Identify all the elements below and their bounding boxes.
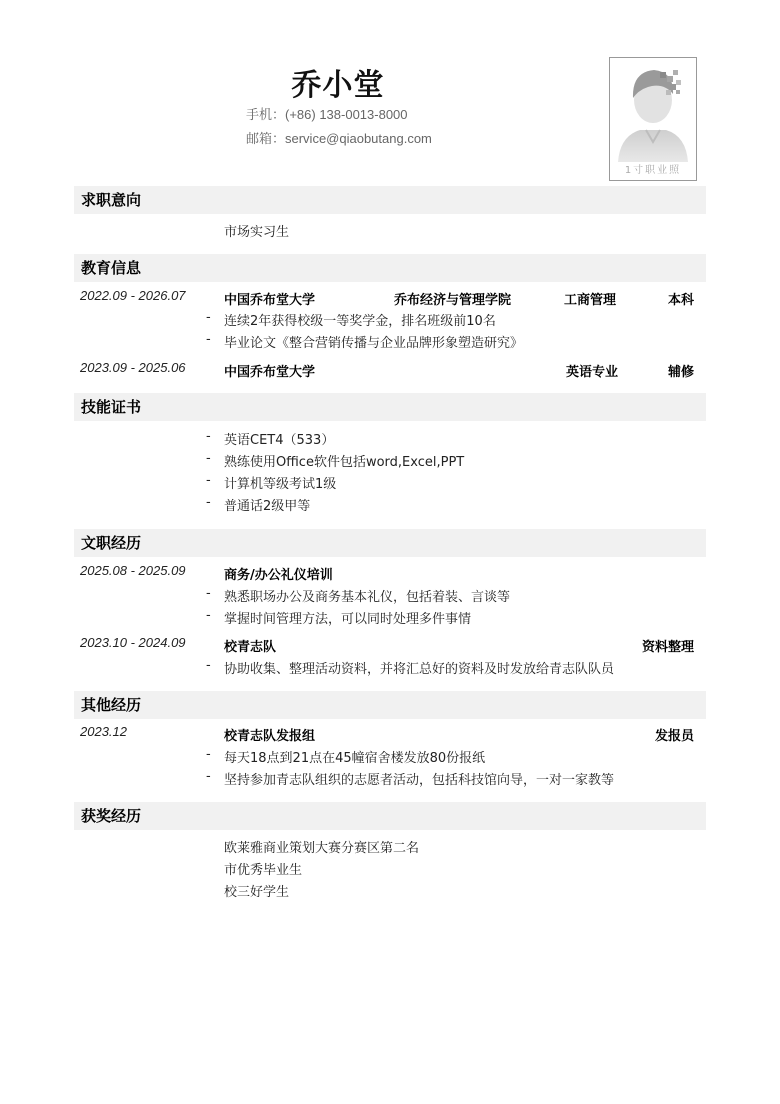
other-bullet: 坚持参加青志队组织的志愿者活动，包括科技馆向导，一对一家教等 [224,773,615,788]
skill-item: 普通话2级甲等 [224,499,311,514]
bullet-marker: - [206,451,211,466]
work-role: 资料整理 [641,640,694,655]
other-date: 2023.12 [80,724,127,739]
section-title-education: 教育信息 [74,254,706,282]
skill-item: 英语CET4（533） [224,433,335,448]
email-text: 邮箱：service@qiaobutang.com [246,131,432,146]
other-bullet: 每天18点到21点在45幢宿舍楼发放80份报纸 [224,751,486,766]
work-date: 2023.10 - 2024.09 [80,635,186,650]
education-degree: 辅修 [667,365,694,380]
bullet-marker: - [206,495,211,510]
education-major: 英语专业 [566,365,619,380]
bullet-marker: - [206,586,211,601]
bullet-marker: - [206,658,211,673]
bullet-marker: - [206,473,211,488]
resume-name: 乔小堂 [291,68,385,103]
section-title-intent: 求职意向 [74,186,706,214]
education-college: 乔布经济与管理学院 [394,293,512,308]
bullet-marker: - [206,747,211,762]
bullet-marker: - [206,332,211,347]
work-org: 校青志队 [224,640,277,655]
photo-placeholder [609,57,697,181]
award-item: 校三好学生 [224,885,290,900]
work-bullet: 熟悉职场办公及商务基本礼仪，包括着装、言谈等 [224,590,511,605]
education-date: 2022.09 - 2026.07 [80,288,186,303]
other-role: 发报员 [654,729,694,744]
phone-text: 手机：(+86) 138-0013-8000 [246,107,408,122]
work-bullet: 掌握时间管理方法，可以同时处理多件事情 [224,612,472,627]
education-bullet: 毕业论文《整合营销传播与企业品牌形象塑造研究》 [224,336,524,351]
award-item: 市优秀毕业生 [224,863,303,878]
section-title-skills: 技能证书 [74,393,706,421]
photo-label: 1寸职业照 [624,165,682,176]
bullet-marker: - [206,769,211,784]
education-date: 2023.09 - 2025.06 [80,360,186,375]
section-title-awards: 获奖经历 [74,802,706,830]
bullet-marker: - [206,429,211,444]
award-item: 欧莱雅商业策划大赛分赛区第二名 [224,841,420,856]
job-intent-value: 市场实习生 [224,225,290,240]
education-major: 工商管理 [564,293,617,308]
other-org: 校青志队发报组 [224,729,316,744]
education-school: 中国乔布堂大学 [224,293,316,308]
skill-item: 熟练使用Office软件包括word,Excel,PPT [224,455,465,470]
section-title-work: 文职经历 [74,529,706,557]
education-degree: 本科 [667,293,694,308]
bullet-marker: - [206,310,211,325]
work-org: 商务/办公礼仪培训 [224,568,333,583]
bullet-marker: - [206,608,211,623]
work-bullet: 协助收集、整理活动资料，并将汇总好的资料及时发放给青志队队员 [224,662,615,677]
education-school: 中国乔布堂大学 [224,365,316,380]
skill-item: 计算机等级考试1级 [224,477,337,492]
education-bullet: 连续2年获得校级一等奖学金，排名班级前10名 [224,314,496,329]
section-title-other: 其他经历 [74,691,706,719]
work-date: 2025.08 - 2025.09 [80,563,186,578]
